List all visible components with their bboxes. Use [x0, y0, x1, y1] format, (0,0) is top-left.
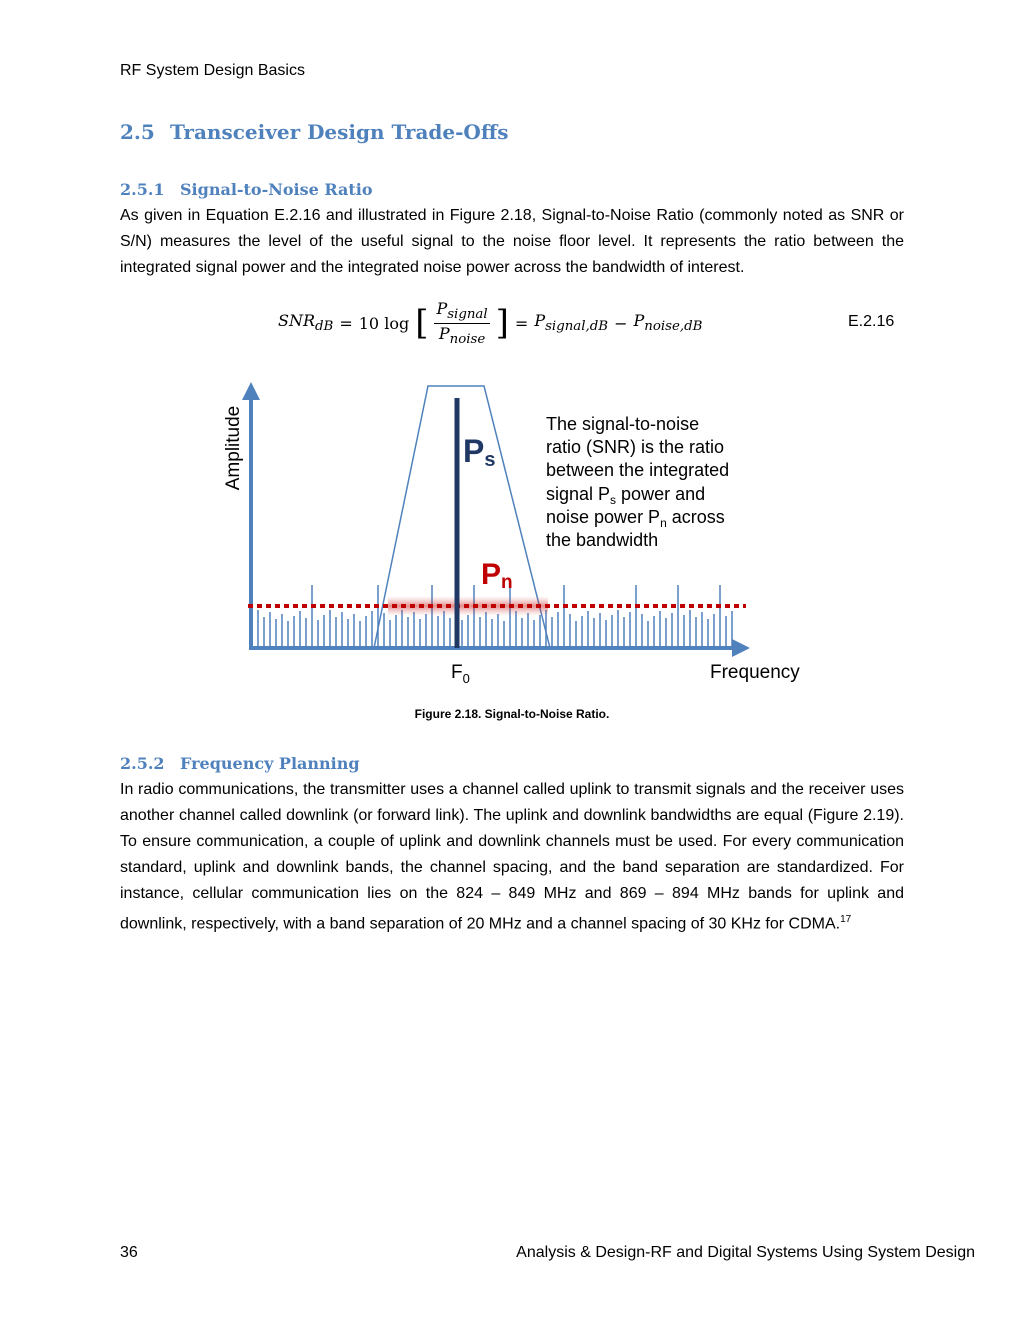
eq-left-bracket: [: [415, 303, 429, 343]
equation-number: E.2.16: [848, 313, 895, 330]
eq-num-sub: signal: [447, 307, 488, 323]
f0-label: $F_0$: [451, 662, 470, 686]
frequency-paragraph-text: In radio communications, the transmitter uses a channel called uplink to transmit signals and the receiver uses another channel called downlink (or forward link). The uplink and downlink bandwidths are equal (Figure 2.19). To ensure communication, a couple of uplink and downlink channels must be used. For every communication standard, uplink and downlink bands, the channel spacing, and the band separation are standardized. For instance, cellular communication lies on the 824 – 849 MHz and 869 – 894 MHz bands for uplink and downlink, respectively, with a band separation of 20 MHz and a channel spacing of 30 KHz for CDMA.: [120, 781, 904, 933]
section-title: Transceiver Design Trade-Offs: [170, 120, 509, 144]
section-heading: [120, 120, 509, 144]
eq-minus: −: [614, 313, 628, 333]
footnote-ref[interactable]: 17: [840, 914, 852, 925]
figure-caption: Figure 2.18. Signal-to-Noise Ratio.: [414, 707, 610, 721]
snr-paragraph: As given in Equation E.2.16 and illustrated in Figure 2.18, Signal-to-Noise Ratio (commonly noted as SNR or S/N) measures the level of the useful signal to the noise floor level. It represents the ratio between the integrated signal power and the integrated noise power across the bandwidth of interest.: [120, 207, 904, 276]
annotation-line-2: ratio (SNR) is the ratio: [546, 437, 725, 457]
subsection-number: 2.5.1: [120, 180, 165, 199]
snr-equation: [278, 298, 702, 348]
x-axis-label: Frequency: [710, 662, 800, 683]
subsection-title: Signal-to-Noise Ratio: [180, 180, 373, 199]
ps-label: Ps: [463, 433, 496, 471]
subsection-heading-snr: [120, 180, 373, 199]
eq-rhs1-sub: signal,dB: [545, 319, 609, 335]
eq-den: P: [438, 323, 450, 343]
eq-rhs2: P: [633, 311, 645, 331]
frequency-paragraph: [120, 777, 904, 937]
eq-right-bracket: ]: [495, 303, 509, 343]
annotation-line-6: the bandwidth: [546, 530, 659, 550]
eq-equals-2: =: [514, 313, 529, 333]
eq-den-sub: noise: [449, 331, 486, 347]
subsection-number: 2.5.2: [120, 754, 165, 773]
eq-lhs-sub: dB: [315, 319, 334, 335]
section-number: 2.5: [120, 120, 155, 144]
eq-equals: =: [339, 313, 353, 333]
page-number: 36: [120, 1244, 138, 1261]
eq-lhs: SNR: [278, 311, 316, 331]
subsection-title: Frequency Planning: [180, 754, 360, 773]
annotation-line-3: between the integrated: [546, 460, 730, 480]
running-header: RF System Design Basics: [120, 62, 305, 79]
eq-coef: 10 log: [358, 313, 410, 333]
book-title: Analysis & Design-RF and Digital Systems Using System Design: [516, 1244, 975, 1261]
x-axis-arrowhead: [732, 639, 750, 657]
annotation-line-4: signal $P_s$ power and: [546, 484, 706, 507]
annotation-line-5: noise power $P_n$ across: [546, 507, 725, 530]
y-axis-label: Amplitude: [223, 405, 244, 491]
y-axis-arrowhead: [242, 382, 260, 400]
eq-num: P: [436, 299, 448, 319]
subsection-heading-frequency: [120, 754, 360, 773]
eq-fraction: [434, 299, 489, 346]
annotation-line-1: The signal-to-noise: [546, 414, 700, 434]
eq-rhs1: P: [534, 311, 546, 331]
eq-rhs2-sub: noise,dB: [644, 319, 703, 335]
snr-figure: [210, 380, 820, 692]
snr-annotation: [546, 414, 729, 550]
pn-label: Pn: [481, 558, 513, 593]
